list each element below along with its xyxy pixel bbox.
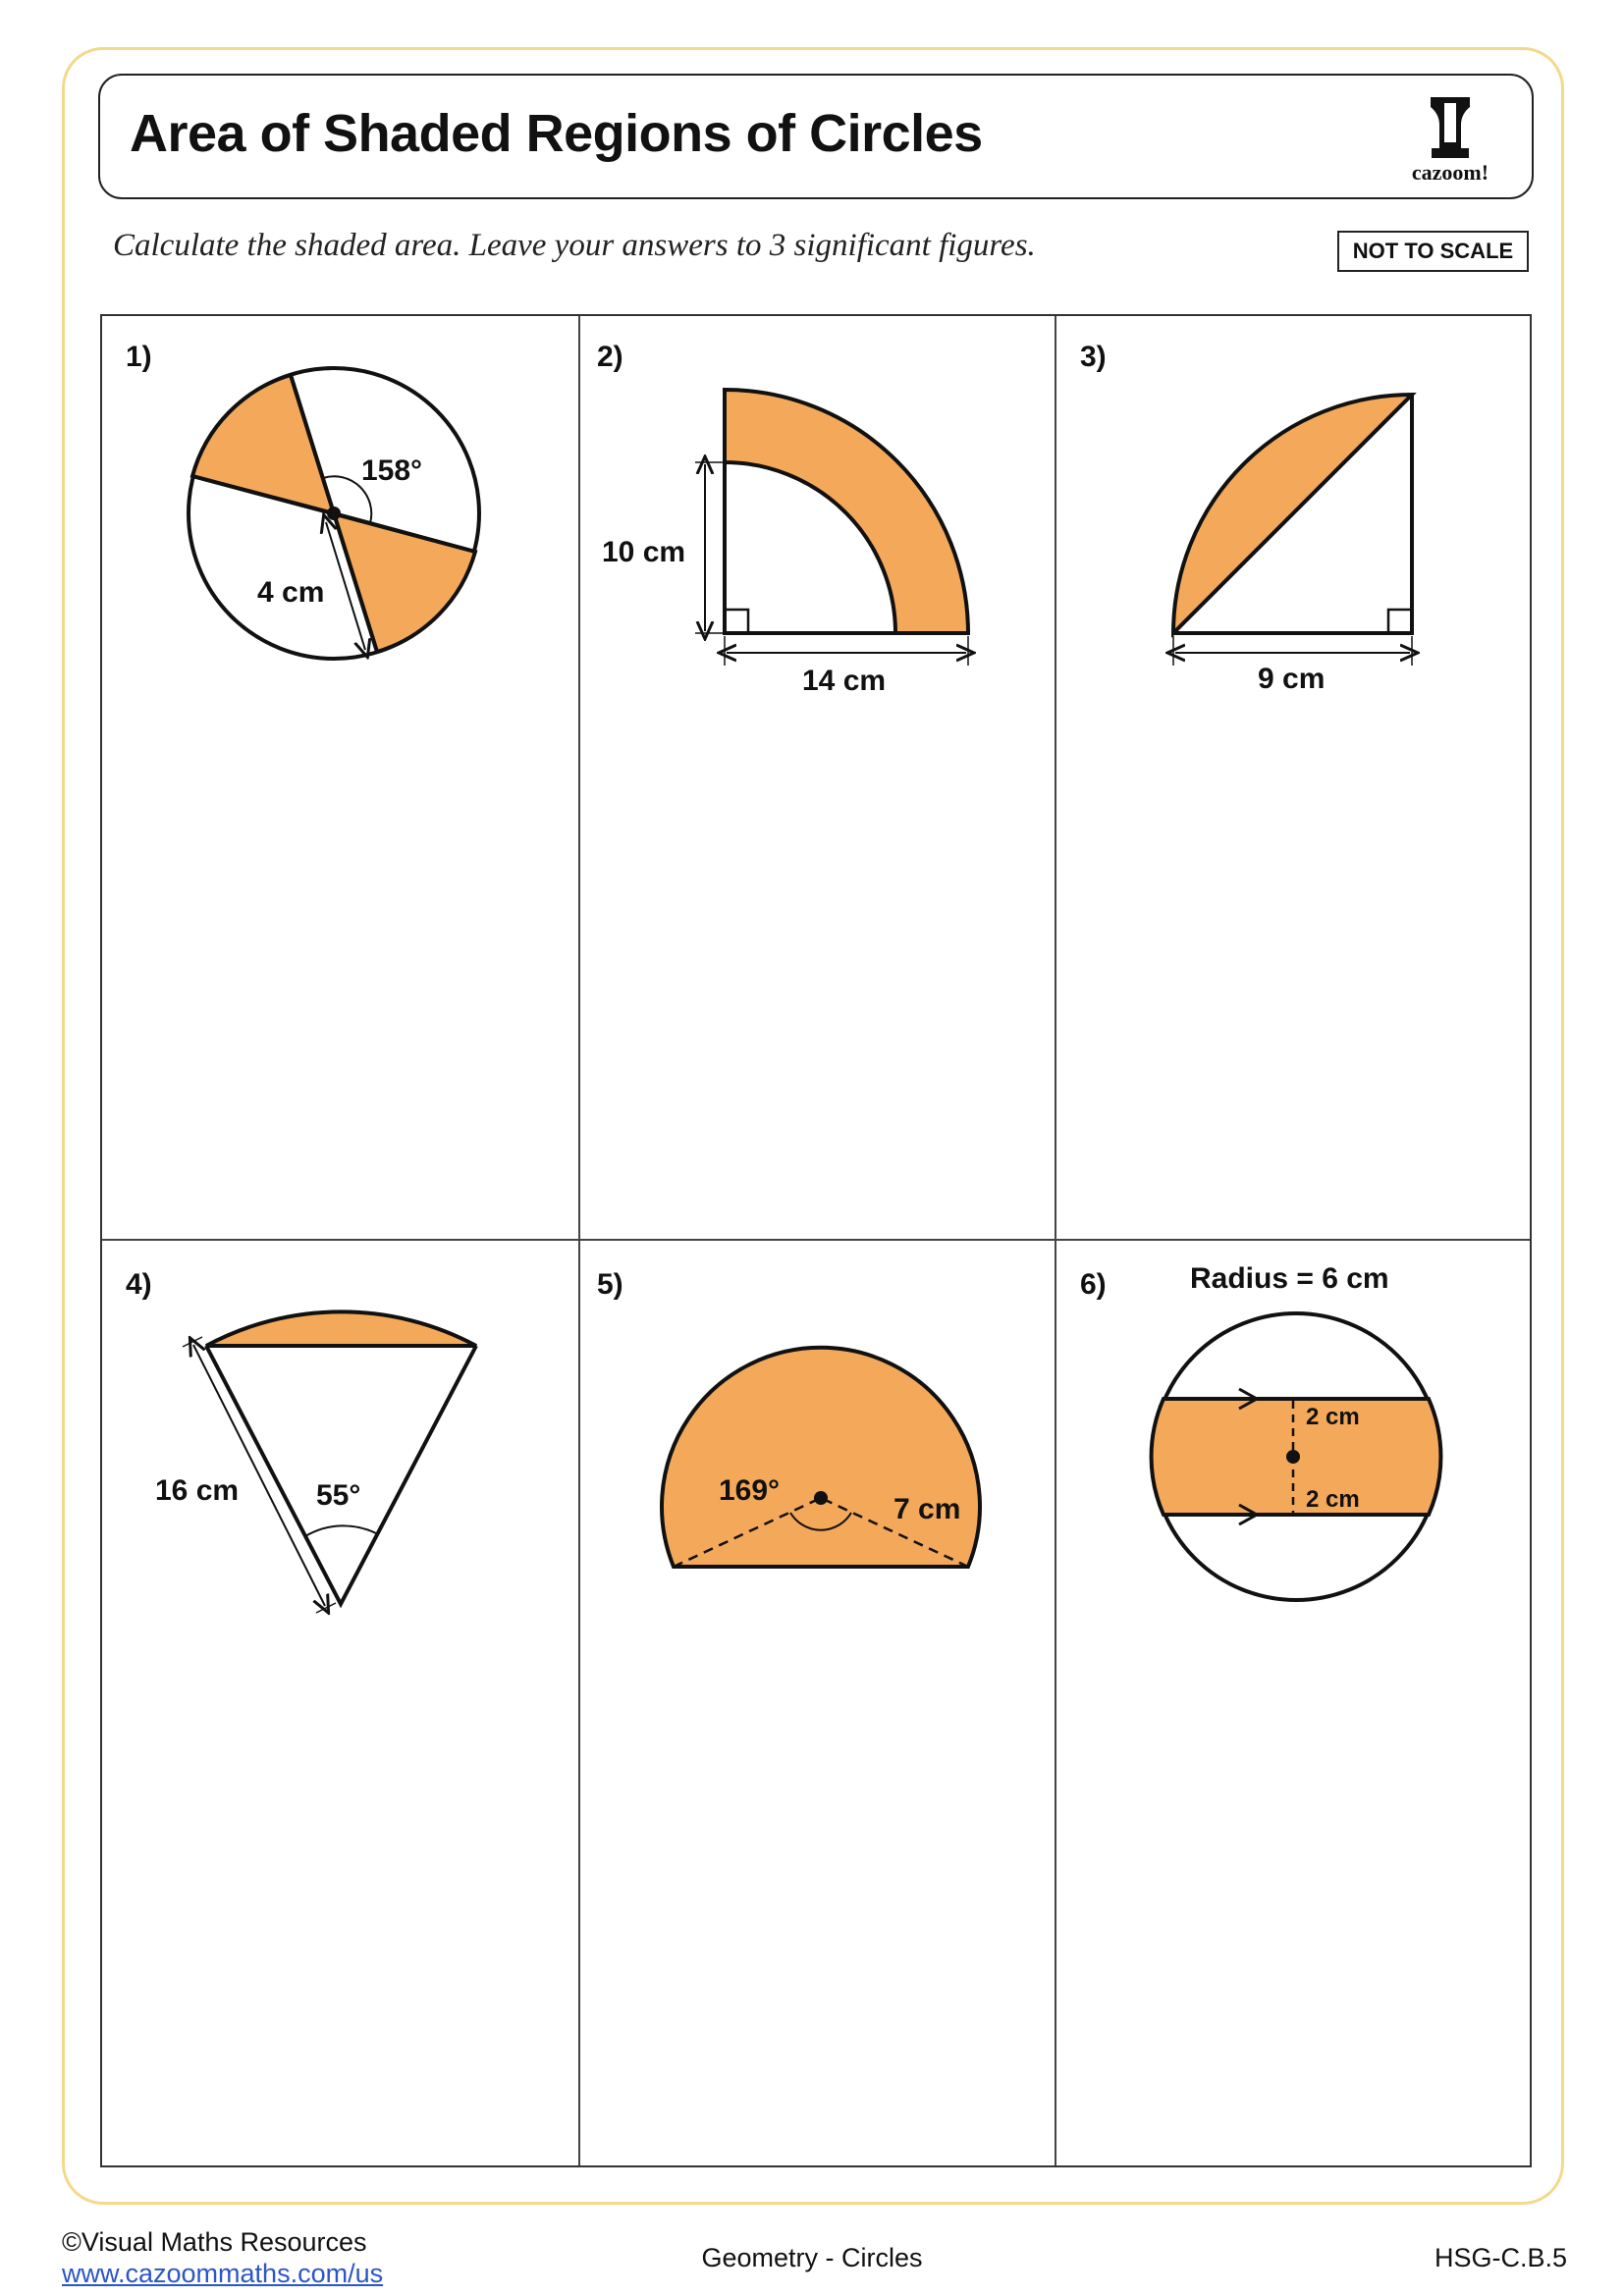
q6-upper-label: 2 cm bbox=[1306, 1404, 1360, 1430]
q4-shaded-segment bbox=[206, 1311, 476, 1346]
q3-shaded-segment bbox=[1173, 395, 1412, 633]
logo-text: cazoom! bbox=[1411, 160, 1489, 185]
page-title: Area of Shaded Regions of Circles bbox=[130, 104, 983, 163]
q2-right-angle bbox=[725, 610, 748, 633]
q5-diagram bbox=[662, 1348, 980, 1567]
question-number: 2) bbox=[597, 341, 623, 373]
q3-right-angle bbox=[1388, 610, 1412, 633]
q6-diagram bbox=[1152, 1262, 1441, 1600]
q5-shaded-segment bbox=[662, 1348, 980, 1567]
q4-sector-sides bbox=[206, 1346, 476, 1604]
q3-base-label: 9 cm bbox=[1258, 663, 1326, 695]
q2-width-label: 14 cm bbox=[802, 665, 887, 697]
copyright: ©Visual Maths Resources bbox=[62, 2227, 367, 2257]
footer-code: HSG-C.B.5 bbox=[1434, 2243, 1567, 2272]
question-number: 4) bbox=[126, 1268, 152, 1301]
instructions: Calculate the shaded area. Leave your answers to 3 significant figures. bbox=[113, 228, 1036, 263]
question-number: 6) bbox=[1080, 1268, 1107, 1301]
q4-side-label: 16 cm bbox=[155, 1474, 240, 1507]
question-number: 5) bbox=[597, 1268, 623, 1301]
q1-radius-label: 4 cm bbox=[257, 576, 325, 609]
q1-angle-label: 158° bbox=[361, 454, 423, 487]
question-number: 1) bbox=[126, 341, 152, 373]
q2-height-label: 10 cm bbox=[602, 536, 686, 568]
q5-centre-dot bbox=[814, 1491, 828, 1505]
q4-diagram bbox=[155, 1311, 476, 1613]
q1-centre-dot bbox=[327, 507, 341, 520]
q6-centre-dot bbox=[1286, 1450, 1300, 1464]
not-to-scale-badge: NOT TO SCALE bbox=[1337, 231, 1529, 272]
q1-diagram bbox=[189, 368, 479, 659]
q3-diagram bbox=[1173, 395, 1412, 695]
q2-diagram bbox=[602, 390, 968, 697]
q4-angle-label: 55° bbox=[316, 1479, 361, 1512]
q5-radius-label: 7 cm bbox=[893, 1493, 961, 1525]
footer-topic: Geometry - Circles bbox=[701, 2243, 923, 2272]
q2-shaded-band bbox=[725, 390, 968, 633]
q5-angle-label: 169° bbox=[719, 1474, 781, 1507]
question-number: 3) bbox=[1080, 341, 1107, 373]
q4-tick bbox=[183, 1337, 202, 1347]
website-link[interactable]: www.cazoommaths.com/us bbox=[62, 2259, 384, 2288]
q6-title-label: Radius = 6 cm bbox=[1190, 1262, 1389, 1295]
q4-angle-arc bbox=[305, 1525, 378, 1536]
q4-tick bbox=[316, 1603, 336, 1613]
q6-lower-label: 2 cm bbox=[1306, 1486, 1360, 1513]
